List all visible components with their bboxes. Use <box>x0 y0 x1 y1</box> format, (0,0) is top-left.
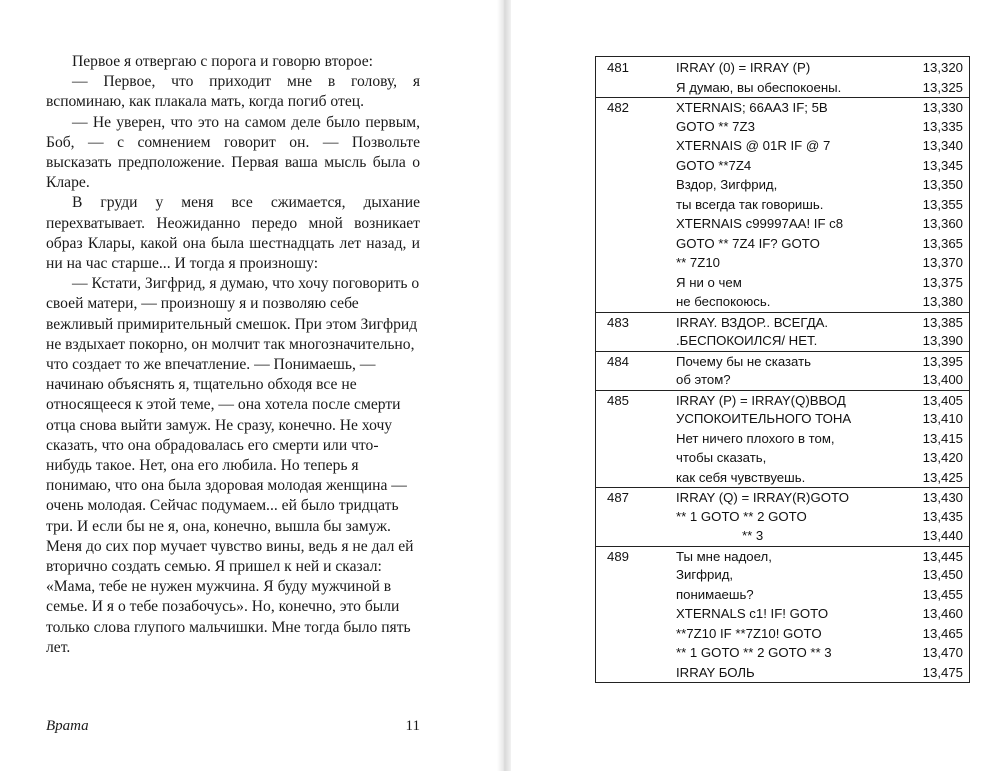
book-gutter <box>497 0 511 771</box>
log-row <box>596 370 969 390</box>
log-value: 13,475 <box>922 664 963 680</box>
log-text: GOTO ** 7Z3 <box>676 118 755 134</box>
log-text: об этом? <box>676 372 731 387</box>
log-row <box>596 448 969 468</box>
log-text: ** 3 <box>676 528 764 543</box>
log-text: ты всегда так говоришь. <box>676 196 824 212</box>
log-value: 13,410 <box>922 411 963 426</box>
log-value: 13,435 <box>922 508 963 524</box>
log-row <box>596 429 969 449</box>
log-value: 13,335 <box>922 118 963 134</box>
log-row <box>596 507 969 527</box>
log-row <box>596 78 969 98</box>
log-text: XTERNAIS; 66AA3 IF; 5B <box>676 100 828 115</box>
log-value: 13,390 <box>922 333 963 348</box>
log-row <box>596 546 969 567</box>
log-text: IRRAY БОЛЬ <box>676 664 755 680</box>
paragraph: — Не уверен, что это на самом деле было первым, Боб, — с сомнением говорит он. — Позвольте высказать предположение. Первая ваша мысль была о Кларе. <box>46 113 420 192</box>
log-value: 13,460 <box>922 606 963 621</box>
log-row <box>596 624 969 644</box>
log-line-number: 481 <box>607 60 630 75</box>
log-row <box>596 663 969 683</box>
log-text: Зигфрид, <box>676 567 734 582</box>
log-row <box>596 156 969 176</box>
log-value: 13,370 <box>922 255 963 270</box>
log-row <box>596 409 969 429</box>
log-text: чтобы сказать, <box>676 450 767 465</box>
log-text: GOTO ** 7Z4 IF? GOTO <box>676 235 820 251</box>
log-value: 13,320 <box>922 60 963 75</box>
log-line-number: 485 <box>607 392 630 408</box>
log-text: IRRAY. ВЗДОР.. ВСЕГДА. <box>676 314 829 330</box>
log-value: 13,345 <box>922 157 963 173</box>
log-row <box>596 58 969 78</box>
log-value: 13,430 <box>922 490 963 505</box>
running-title: Врата <box>46 718 89 734</box>
log-row <box>596 312 969 333</box>
log-row <box>596 292 969 312</box>
log-text: Нет ничего плохого в том, <box>676 430 835 446</box>
log-value: 13,400 <box>922 372 963 387</box>
log-value: 13,360 <box>922 216 963 231</box>
log-text: УСПОКОИТЕЛЬНОГО ТОНА <box>676 411 852 426</box>
log-value: 13,425 <box>922 469 963 485</box>
log-row <box>596 273 969 293</box>
log-text: GOTO **7Z4 <box>676 157 752 173</box>
log-value: 13,420 <box>922 450 963 465</box>
paragraph: Первое я отвергаю с порога и говорю второе: <box>72 53 374 70</box>
body-text <box>46 52 420 658</box>
log-value: 13,325 <box>922 79 963 95</box>
log-value: 13,395 <box>922 353 963 369</box>
log-row <box>596 604 969 624</box>
log-value: 13,375 <box>922 274 963 290</box>
log-text: ** 1 GOTO ** 2 GOTO <box>676 508 807 524</box>
log-row <box>596 390 969 411</box>
log-row <box>596 117 969 137</box>
log-value: 13,340 <box>922 138 963 153</box>
log-row <box>596 351 969 372</box>
log-row <box>596 526 969 546</box>
log-text: IRRAY (Q) = IRRAY(R)GOTO <box>676 490 850 505</box>
log-text: Вздор, Зигфрид, <box>676 177 778 192</box>
log-row <box>596 234 969 254</box>
log-text: XTERNAIS @ 01R IF @ 7 <box>676 138 831 153</box>
log-text: Я думаю, вы обеспокоены. <box>676 79 842 95</box>
log-value: 13,440 <box>922 528 963 543</box>
log-text: понимаешь? <box>676 586 754 602</box>
log-row <box>596 565 969 585</box>
log-row <box>596 175 969 195</box>
log-line-number: 483 <box>607 314 630 330</box>
log-value: 13,350 <box>922 177 963 192</box>
log-text: Почему бы не сказать <box>676 353 812 369</box>
log-text: **7Z10 IF **7Z10! GOTO <box>676 625 822 641</box>
log-line-number: 487 <box>607 490 630 505</box>
log-value: 13,330 <box>922 100 963 115</box>
log-value: 13,450 <box>922 567 963 582</box>
log-text: Я ни о чем <box>676 274 742 290</box>
log-text: IRRAY (0) = IRRAY (P) <box>676 60 811 75</box>
log-text: XTERNALS c1! IF! GOTO <box>676 606 829 621</box>
log-value: 13,385 <box>922 314 963 330</box>
log-value: 13,465 <box>922 625 963 641</box>
log-row <box>596 643 969 663</box>
log-text: как себя чувствуешь. <box>676 469 806 485</box>
log-text: ** 7Z10 <box>676 255 720 270</box>
log-value: 13,365 <box>922 235 963 251</box>
program-log-box <box>595 56 970 683</box>
log-line-number: 482 <box>607 100 630 115</box>
log-text: Ты мне надоел, <box>676 548 772 564</box>
log-row <box>596 97 969 118</box>
log-value: 13,470 <box>922 645 963 660</box>
log-row <box>596 487 969 508</box>
log-value: 13,405 <box>922 392 963 408</box>
paragraph: — Кстати, Зигфрид, я думаю, что хочу поговорить о своей матери, — произношу я и позволяю себе вежливый примирительный смешок. При этом Зигфрид не вздыхает покорно, он молчит так многозначительно, что создает то же впечатление. — Понимаешь, — начинаю объяснять я, тщательно обходя все не относящееся к этой теме, — она хотела после смерти отца снова выйти замуж. Не сразу, конечно. Не хочу сказать, что она обрадовалась его смерти или что-нибудь такое. Нет, она его любила. Но теперь я понимаю, что она была здоровая молодая женщина — очень молодая. Сейчас подумаем... ей было тридцать три. И если бы не я, она, конечно, вышла бы замуж. Меня до сих пор мучает чувство вины, ведь я не дал ей вторично создать семью. Я пришел к ней и сказал: «Мама, тебе не нужен мужчина. Я буду мужчиной в семье. И я о тебе позабочусь». Но, конечно, это были только слова глупого мальчишки. Мне тогда было пять лет. <box>46 275 420 656</box>
log-value: 13,355 <box>922 196 963 212</box>
log-value: 13,455 <box>922 586 963 602</box>
log-row <box>596 331 969 351</box>
log-line-number: 489 <box>607 548 630 564</box>
paragraph: — Первое, что приходит мне в голову, я вспоминаю, как плакала мать, когда погиб отец. <box>46 73 420 111</box>
log-row <box>596 214 969 234</box>
page-number: 11 <box>405 718 420 734</box>
log-row <box>596 585 969 605</box>
log-row <box>596 136 969 156</box>
log-row <box>596 195 969 215</box>
log-text: IRRAY (P) = IRRAY(Q)ВВОД <box>676 392 846 408</box>
log-text: .БЕСПОКОИЛСЯ/ НЕТ. <box>676 333 818 348</box>
log-value: 13,415 <box>922 430 963 446</box>
log-text: XTERNAIS c99997AA! IF c8 <box>676 216 844 231</box>
log-row <box>596 468 969 488</box>
log-text: ** 1 GOTO ** 2 GOTO ** 3 <box>676 645 832 660</box>
paragraph: В груди у меня все сжимается, дыхание перехватывает. Неожиданно передо мной возникает образ Клары, какой она была шестнадцать лет назад, и ни на час старше... И тогда я произношу: <box>46 194 420 273</box>
log-row <box>596 253 969 273</box>
log-value: 13,445 <box>922 548 963 564</box>
log-text: не беспокоюсь. <box>676 294 771 309</box>
log-value: 13,380 <box>922 294 963 309</box>
log-line-number: 484 <box>607 353 630 369</box>
